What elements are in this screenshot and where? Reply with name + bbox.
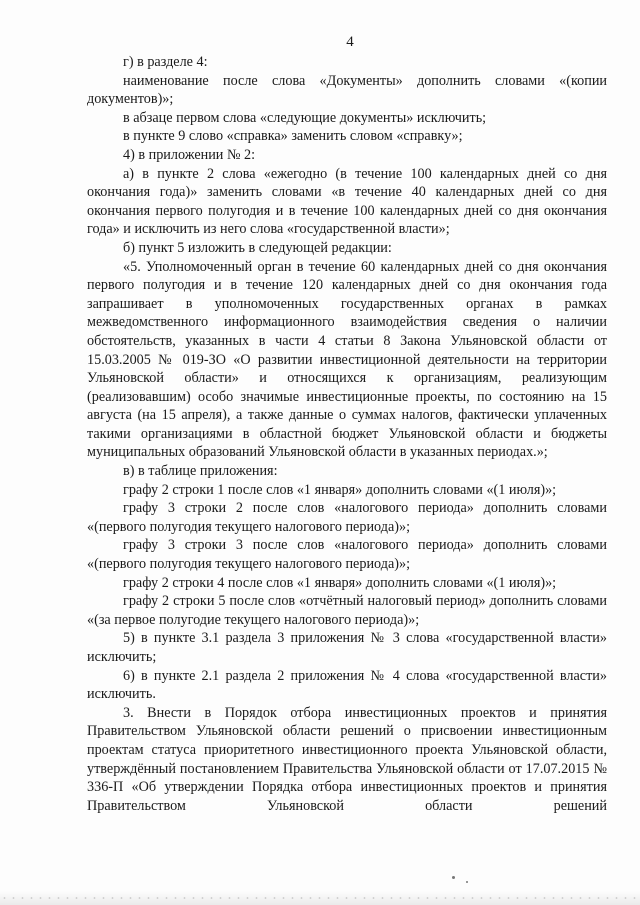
scan-bottom-noise — [0, 895, 640, 901]
paragraph-point-9: в пункте 9 слово «справка» заменить словом «справку»; — [123, 128, 463, 145]
paragraph-point-5-text: «5. Уполномоченный орган в течение 60 календарных дней со дня окончания первого полугодия и в течение 120 календарных дней со дня окончания года запрашивает в уполномоченных государственных органах в рамках межведомственного информационного взаимодействия сведения о наличии обстоятельств, указанных в части 4 статьи 8 Закона Ульяновской области от 15.03.2005 № 019-ЗО «О развитии инвестиционной деятельности на территории Ульяновской области» и относящихся к организациям, реализующим (реализовавшим) особо значимые инвестиционные проекты, по состоянию на 15 августа (на 15 апреля), а также данные о суммах налогов, фактически уплаченных такими организациями в областной бюджет Ульяновской области и бюджеты муниципальных образований Ульяновской области в указанных периодах.»; — [87, 258, 607, 461]
paragraph-row-2: графу 3 строки 2 после слов «налогового периода» дополнить словами «(первого полугодия текущего налогового периода)»; — [87, 500, 607, 535]
scan-speck — [466, 881, 468, 883]
paragraph-table-intro: в) в таблице приложения: — [123, 463, 278, 480]
scan-speck — [452, 876, 455, 879]
document-body — [87, 53, 607, 815]
paragraph-section-4: г) в разделе 4: — [123, 54, 208, 70]
paragraph-row-4: графу 2 строки 4 после слов «1 января» дополнить словами «(1 июля)»; — [123, 574, 557, 591]
paragraph-row-3: графу 3 строки 3 после слов «налогового периода» дополнить словами «(первого полугодия текущего налогового периода)»; — [87, 537, 607, 573]
paragraph-row-5: графу 2 строки 5 после слов «отчётный налоговый период» дополнить словами «(за первое полугодие текущего налогового периода)»; — [87, 593, 607, 628]
paragraph-first-abzac: в абзаце первом слова «следующие документы» исключить; — [123, 109, 487, 126]
paragraph-row-1: графу 2 строки 1 после слов «1 января» дополнить словами «(1 июля)»; — [123, 481, 557, 498]
paragraph-point-5-intro: б) пункт 5 изложить в следующей редакции: — [123, 239, 392, 256]
paragraph-item-5: 5) в пункте 3.1 раздела 3 приложения № 3 слова «государственной власти» исключить; — [87, 630, 607, 665]
paragraph-name-amendment: наименование после слова «Документы» дополнить словами «(копии документов)»; — [87, 72, 607, 108]
paragraph-appendix-2: 4) в приложении № 2: — [123, 146, 256, 163]
paragraph-point-2: а) в пункте 2 слова «ежегодно (в течение 100 календарных дней со дня окончания года)» заменить словами «в течение 40 календарных дней со дня окончания первого полугодия и в течение 100 календарных дней со дня окончания года» и исключить из него слова «государственной власти»; — [87, 165, 607, 238]
page-number: 4 — [346, 34, 354, 50]
paragraph-item-6: 6) в пункте 2.1 раздела 2 приложения № 4 слова «государственной власти» исключить. — [87, 667, 607, 703]
paragraph-item-3: 3. Внести в Порядок отбора инвестиционных проектов и принятия Правительством Ульяновской области решений о присвоении инвестиционным проектам статуса приоритетного инвестиционного проекта Ульяновской области, утверждённый постановлением Правительства Ульяновской области от 17.07.2015 № 336-П «Об утверждении Порядка отбора инвестиционных проектов и принятия Правительством Ульяновской области решений — [87, 704, 607, 814]
